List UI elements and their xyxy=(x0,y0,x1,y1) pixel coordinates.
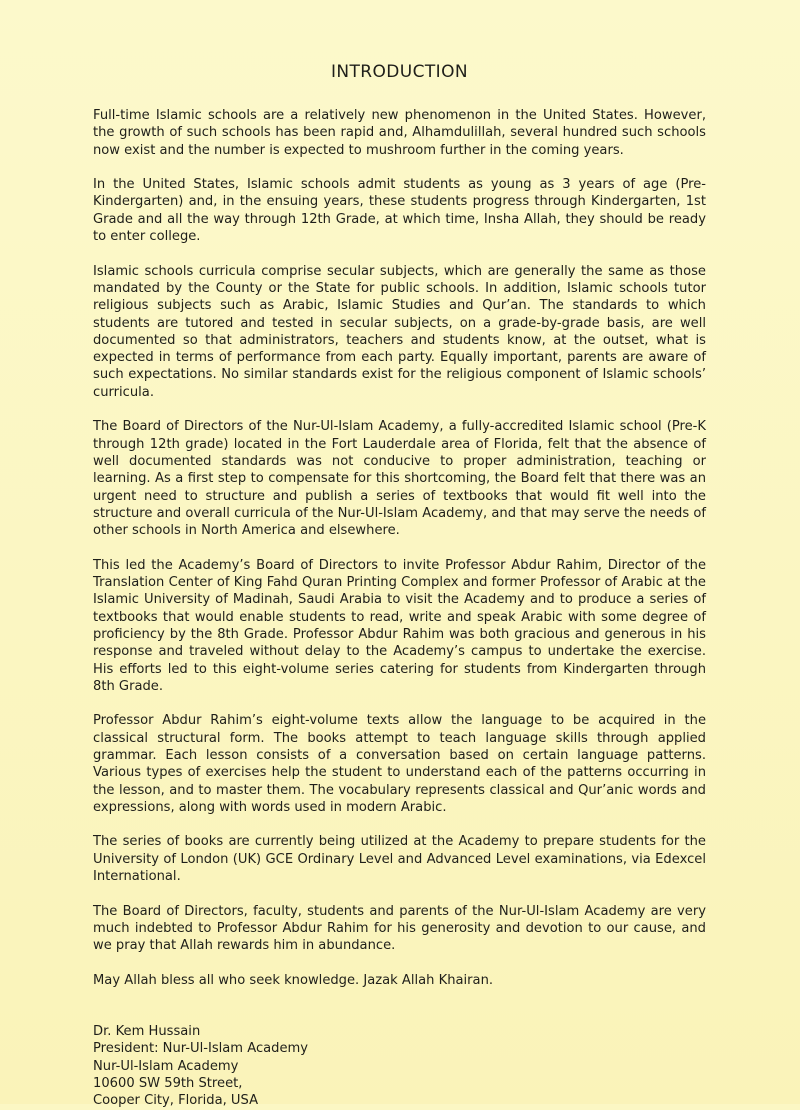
paragraph-7: The series of books are currently being utilized at the Academy to prepare students for the University of London (UK) GCE Ordinary Level and Advanced Level examinations, via Edexcel International. xyxy=(93,834,706,885)
page-title: INTRODUCTION xyxy=(330,62,468,82)
signature-name: Dr. Kem Hussain xyxy=(93,1024,201,1040)
paragraph-4: The Board of Directors of the Nur-Ul-Islam Academy, a fully-accredited Islamic school (Pre-K through 12th grade) located in the Fort Lauderdale area of Florida, felt that the absence of well documented standards was not conducive to proper administration, teaching or learning. As a first step to compensate for this shortcoming, the Board felt that there was an urgent need to structure and publish a series of textbooks that would fit well into the structure and overall curricula of the Nur-Ul-Islam Academy, and that may serve the needs of other schools in North America and elsewhere. xyxy=(93,419,706,539)
signature-organization: Nur-Ul-Islam Academy xyxy=(93,1058,239,1074)
signature-city: Cooper City, Florida, USA xyxy=(93,1093,259,1109)
signature-block xyxy=(93,1023,706,1109)
paragraph-2: In the United States, Islamic schools admit students as young as 3 years of age (Pre-Kindergarten) and, in the ensuing years, these students progress through Kindergarten, 1st Grade and all the way through 12th Grade, at which time, Insha Allah, they should be ready to enter college. xyxy=(93,177,706,245)
paragraph-8: The Board of Directors, faculty, students and parents of the Nur-Ul-Islam Academy are very much indebted to Professor Abdur Rahim for his generosity and devotion to our cause, and we pray that Allah rewards him in abundance. xyxy=(93,903,706,954)
paragraph-1: Full-time Islamic schools are a relatively new phenomenon in the United States. However, the growth of such schools has been rapid and, Alhamdulillah, several hundred such schools now exist and the number is expected to mushroom further in the coming years. xyxy=(93,108,706,158)
paragraph-5: This led the Academy’s Board of Directors to invite Professor Abdur Rahim, Director of the Translation Center of King Fahd Quran Printing Complex and former Professor of Arabic at the Islamic University of Madinah, Saudi Arabia to visit the Academy and to produce a series of textbooks that would enable students to read, write and speak Arabic with some degree of proficiency by the 8th Grade. Professor Abdur Rahim was both gracious and generous in his response and traveled without delay to the Academy’s campus to undertake the exercise. His efforts led to this eight-volume series catering for students from Kindergarten through 8th Grade. xyxy=(93,557,706,694)
signature-position: President: Nur-Ul-Islam Academy xyxy=(93,1041,309,1057)
paragraph-9: May Allah bless all who seek knowledge. Jazak Allah Khairan. xyxy=(93,972,494,988)
paragraph-6: Professor Abdur Rahim’s eight-volume texts allow the language to be acquired in the classical structural form. The books attempt to teach language skills through applied grammar. Each lesson consists of a conversation based on certain language patterns. Various types of exercises help the student to understand each of the patterns occurring in the lesson, and to master them. The vocabulary represents classical and Qur’anic words and expressions, along with words used in modern Arabic. xyxy=(93,713,706,815)
paragraph-3: Islamic schools curricula comprise secular subjects, which are generally the same as those mandated by the County or the State for public schools. In addition, Islamic schools tutor religious subjects such as Arabic, Islamic Studies and Qur’an. The standards to which students are tutored and tested in secular subjects, on a grade-by-grade basis, are well documented so that administrators, teachers and students know, at the outset, what is expected in terms of performance from each party. Equally important, parents are aware of such expectations. No similar standards exist for the religious component of Islamic schools’ curricula. xyxy=(93,263,706,400)
signature-street: 10600 SW 59th Street, xyxy=(93,1076,243,1092)
